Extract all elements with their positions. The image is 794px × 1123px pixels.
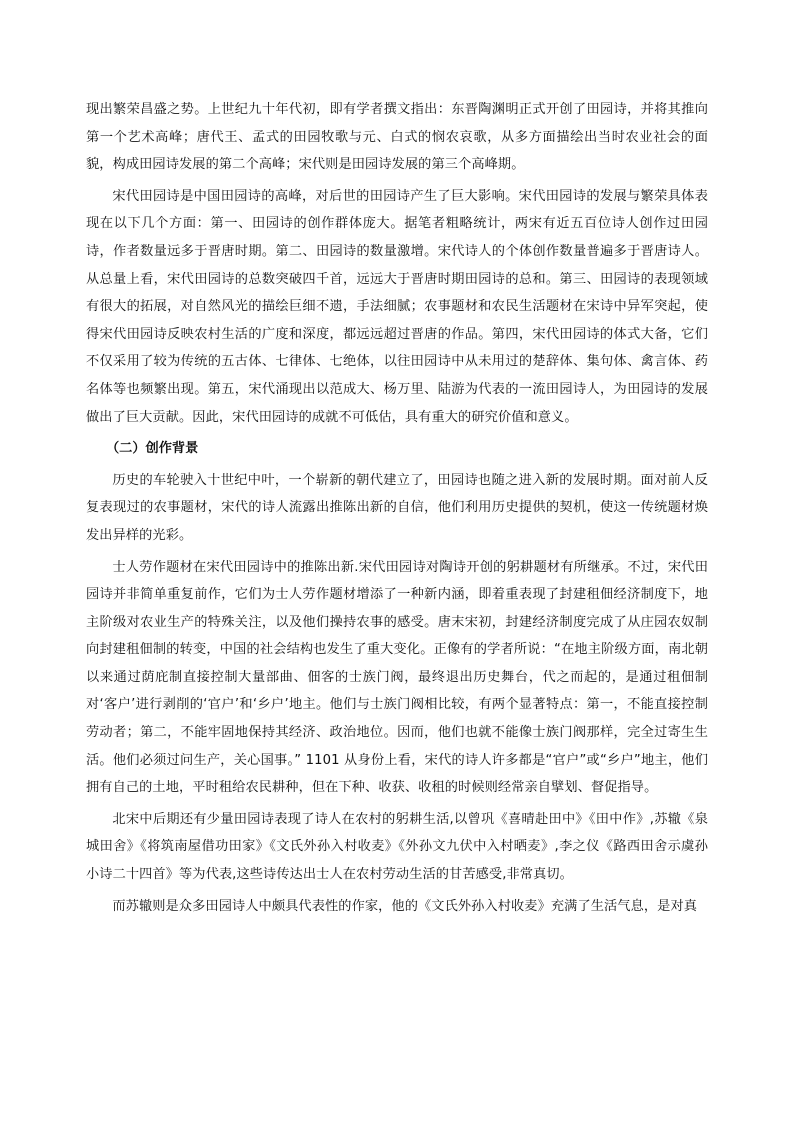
section-heading: （二）创作背景 xyxy=(106,441,199,457)
paragraph-northern-song: 北宋中后期还有少量田园诗表现了诗人在农村的躬耕生活,以曾巩《喜晴赴田中》《田中作》,苏辙《泉城田舍》《将筑南屋借功田家》《文氏外孙入村收麦》《外孙文九伏中入村晒麦》,李之仪《路西田舍示虞孙小诗二十四首》等为代表,这些诗传达出士人在农村劳动生活的甘苦感受,非常真切。 xyxy=(86,811,708,883)
paragraph-continuation: 现出繁荣昌盛之势。上世纪九十年代初，即有学者撰文指出：东晋陶渊明正式开创了田园诗，并将其推向第一个艺术高峰；唐代王、孟式的田园牧歌与元、白式的悯农哀歌，从多方面描绘出当时农业社会的面貌，构成田园诗发展的第二个高峰；宋代则是田园诗发展的第三个高峰期。 xyxy=(86,102,708,173)
paragraph-su-zhe: 而苏辙则是众多田园诗人中颇具代表性的作家，他的《文氏外孙入村收麦》充满了生活气息，是对真 xyxy=(112,898,698,914)
document-body xyxy=(86,96,708,924)
paragraph-scholar-labor: 士人劳作题材在宋代田园诗中的推陈出新.宋代田园诗对陶诗开创的躬耕题材有所继承。不过，宋代田园诗并非简单重复前作，它们为士人劳作题材增添了一种新内涵，即着重表现了封建租佃经济制度下，地主阶级对农业生产的特殊关注，以及他们操持农事的感受。唐末宋初，封建经济制度完成了从庄园农奴制向封建租佃制的转变，中国的社会结构也发生了重大变化。正像有的学者所说：“在地主阶级方面，南北朝以来通过荫庇制直接控制大量部曲、佃客的士族门阀，最终退出历史舞台，代之而起的，是通过租佃制对‘客户’进行剥削的‘官户’和‘乡户’地主。他们与士族门阀相比较，有两个显著特点：第一，不能直接控制劳动者；第二，不能牢固地保持其经济、政治地位。因而，他们也就不能像士族门阀那样，完全过寄生生活。他们必须过问生产，关心国事。” 1101 从身份上看，宋代的诗人许多都是“官户”或“乡户”地主，他们拥有自己的土地，平时租给农民耕种，但在下种、收获、收租的时候则经常亲自擘划、督促指导。 xyxy=(86,559,708,796)
paragraph-song-pastoral-peak: 宋代田园诗是中国田园诗的高峰，对后世的田园诗产生了巨大影响。宋代田园诗的发展与繁荣具体表现在以下几个方面：第一、田园诗的创作群体庞大。据笔者粗略统计，两宋有近五百位诗人创作过田园诗，作者数量远多于晋唐时期。第二、田园诗的数量激增。宋代诗人的个体创作数量普遍多于晋唐诗人。从总量上看，宋代田园诗的总数突破四千首，远远大于晋唐时期田园诗的总和。第三、田园诗的表现领域有很大的拓展，对自然风光的描绘巨细不遗，手法细腻；农事题材和农民生活题材在宋诗中异军突起，使得宋代田园诗反映农村生活的广度和深度，都远远超过晋唐的作品。第四，宋代田园诗的体式大备，它们不仅采用了较为传统的五古体、七律体、七绝体，以往田园诗中从未用过的楚辞体、集句体、禽言体、药名体等也频繁出现。第五，宋代涌现出以范成大、杨万里、陆游为代表的一流田园诗人，为田园诗的发展做出了巨大贡献。因此，宋代田园诗的成就不可低估，具有重大的研究价值和意义。 xyxy=(86,188,708,425)
paragraph-history-wheel: 历史的车轮驶入十世纪中叶，一个崭新的朝代建立了，田园诗也随之进入新的发展时期。面对前人反复表现过的农事题材，宋代的诗人流露出推陈出新的自信，他们利用历史提供的契机，使这一传统题材焕发出异样的光彩。 xyxy=(86,472,708,543)
